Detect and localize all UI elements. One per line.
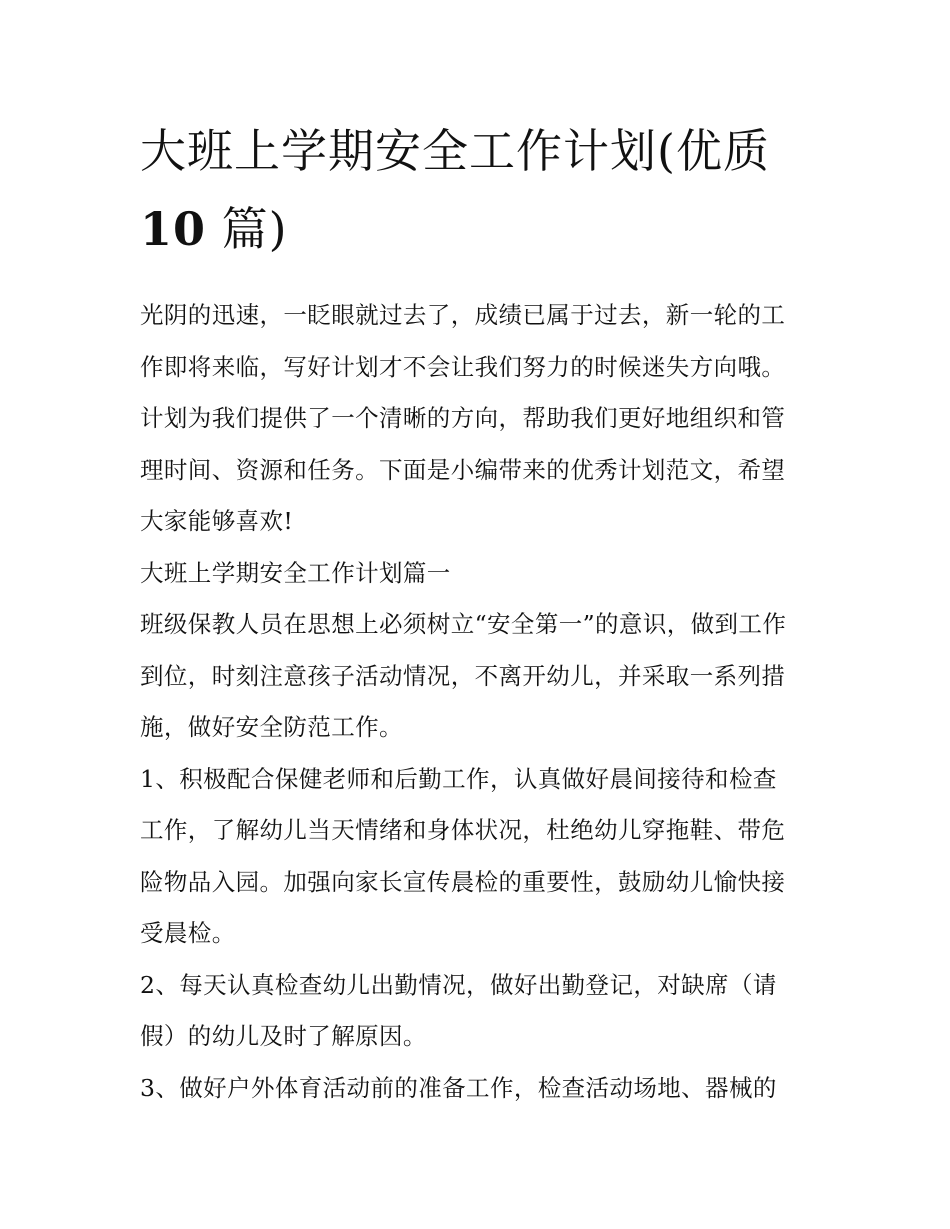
intro-line: 大家能够喜欢! [140, 507, 294, 535]
title-line-2 [140, 190, 812, 268]
paragraph-1 [140, 599, 812, 754]
list-item-line: 3、做好户外体育活动前的准备工作，检查活动场地、器械的 [140, 1073, 777, 1102]
title-number: 10 [140, 202, 207, 256]
paragraph-line: 到位，时刻注意孩子活动情况，不离开幼儿，并采取一系列措 [140, 661, 786, 690]
title-suffix: 篇) [206, 202, 288, 256]
intro-line: 光阴的迅速，一眨眼就过去了，成绩已属于过去，新一轮的工 [140, 301, 786, 329]
list-item-line: 受晨检。 [140, 919, 236, 947]
intro-line: 理时间、资源和任务。下面是小编带来的优秀计划范文，希望 [140, 455, 786, 484]
document-body [140, 112, 812, 1114]
document-title [140, 112, 812, 268]
list-item-2 [140, 960, 812, 1063]
paragraph-line: 施，做好安全防范工作。 [140, 713, 403, 741]
list-item-3 [140, 1063, 812, 1115]
list-item-line: 1、积极配合保健老师和后勤工作，认真做好晨间接待和检查 [140, 764, 777, 793]
title-line-1: 大班上学期安全工作计划(优质 [140, 124, 770, 178]
paragraph-line: 班级保教人员在思想上必须树立“安全第一”的意识，做到工作 [140, 610, 787, 638]
intro-paragraph [140, 290, 812, 548]
section-heading-text: 大班上学期安全工作计划篇一 [140, 558, 451, 587]
list-item-line: 2、每天认真检查幼儿出勤情况，做好出勤登记，对缺席（请 [140, 970, 777, 999]
list-item-line: 险物品入园。加强向家长宣传晨检的重要性，鼓励幼儿愉快接 [140, 867, 786, 896]
list-item-1 [140, 754, 812, 960]
section-heading [140, 548, 812, 600]
intro-line: 作即将来临，写好计划才不会让我们努力的时候迷失方向哦。 [140, 352, 786, 381]
list-item-line: 假）的幼儿及时了解原因。 [140, 1022, 427, 1050]
list-item-line: 工作，了解幼儿当天情绪和身体状况，杜绝幼儿穿拖鞋、带危 [140, 816, 786, 844]
intro-line: 计划为我们提供了一个清晰的方向，帮助我们更好地组织和管 [140, 404, 786, 432]
